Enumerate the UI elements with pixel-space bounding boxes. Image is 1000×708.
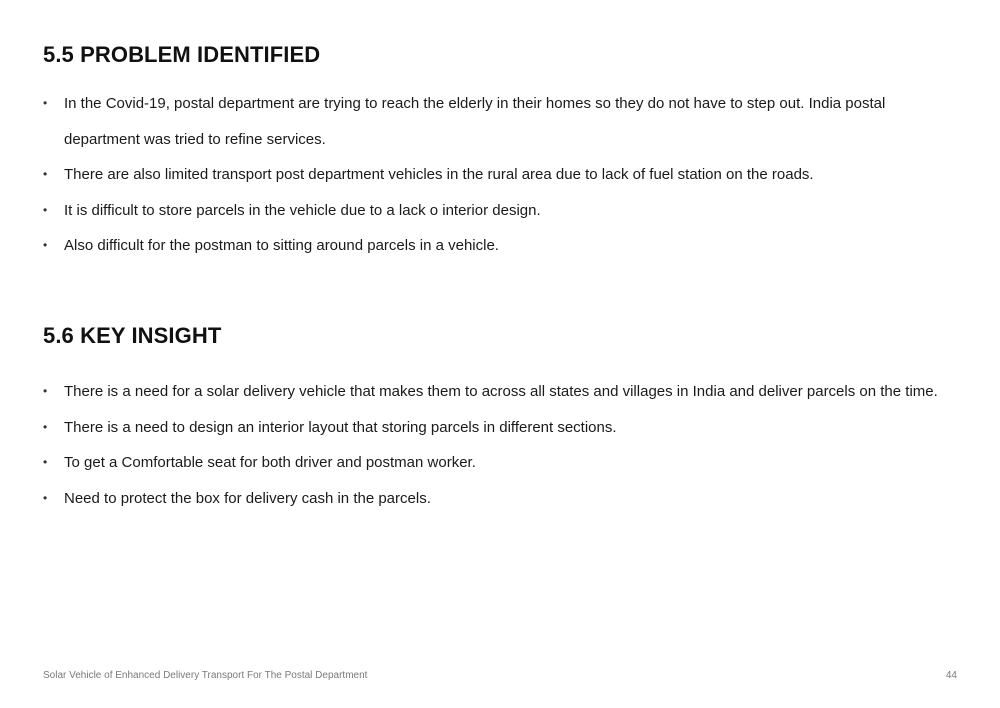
problem-identified-heading: 5.5 PROBLEM IDENTIFIED [43,42,321,67]
bullet-icon: • [43,167,48,181]
bullet-icon: • [43,202,48,217]
bullet-icon: • [43,96,48,110]
list-item [43,193,963,229]
list-item-text: It is difficult to store parcels in the vehicle due to a lack o interior design. [64,201,541,219]
list-item-text: There are also limited transport post department vehicles in the rural area due to lack of fuel station on the roads. [64,166,814,183]
problem-identified-section [43,40,963,264]
list-item [43,410,963,446]
list-item [43,481,963,517]
list-item [43,374,963,410]
list-item-text: Also difficult for the postman to sitting around parcels in a vehicle. [64,237,499,254]
bullet-icon: • [43,419,48,434]
insight-bullet-list [43,374,963,516]
list-item-text: To get a Comfortable seat for both driver and postman worker. [64,454,476,471]
bullet-icon: • [43,490,48,505]
problem-bullet-list [43,86,963,264]
list-item [43,228,963,264]
bullet-icon: • [43,238,48,252]
key-insight-heading: 5.6 KEY INSIGHT [43,323,222,348]
key-insight-section [43,321,963,516]
list-item-text: Need to protect the box for delivery cash in the parcels. [64,489,431,507]
list-item-text: In the Covid-19, postal department are trying to reach the elderly in their homes so they do not have to step out. India postal department was tried to refine services. [64,95,886,148]
list-item-text: There is a need for a solar delivery vehicle that makes them to across all states and villages in India and deliver parcels on the time. [64,383,938,400]
list-item-text: There is a need to design an interior layout that storing parcels in different sections. [64,418,617,436]
bullet-icon: • [43,455,48,469]
list-item [43,445,963,481]
footer-document-title: Solar Vehicle of Enhanced Delivery Transport For The Postal Department [43,670,368,681]
list-item [43,157,963,193]
bullet-icon: • [43,384,48,398]
list-item [43,86,963,157]
page-number: 44 [945,670,957,681]
